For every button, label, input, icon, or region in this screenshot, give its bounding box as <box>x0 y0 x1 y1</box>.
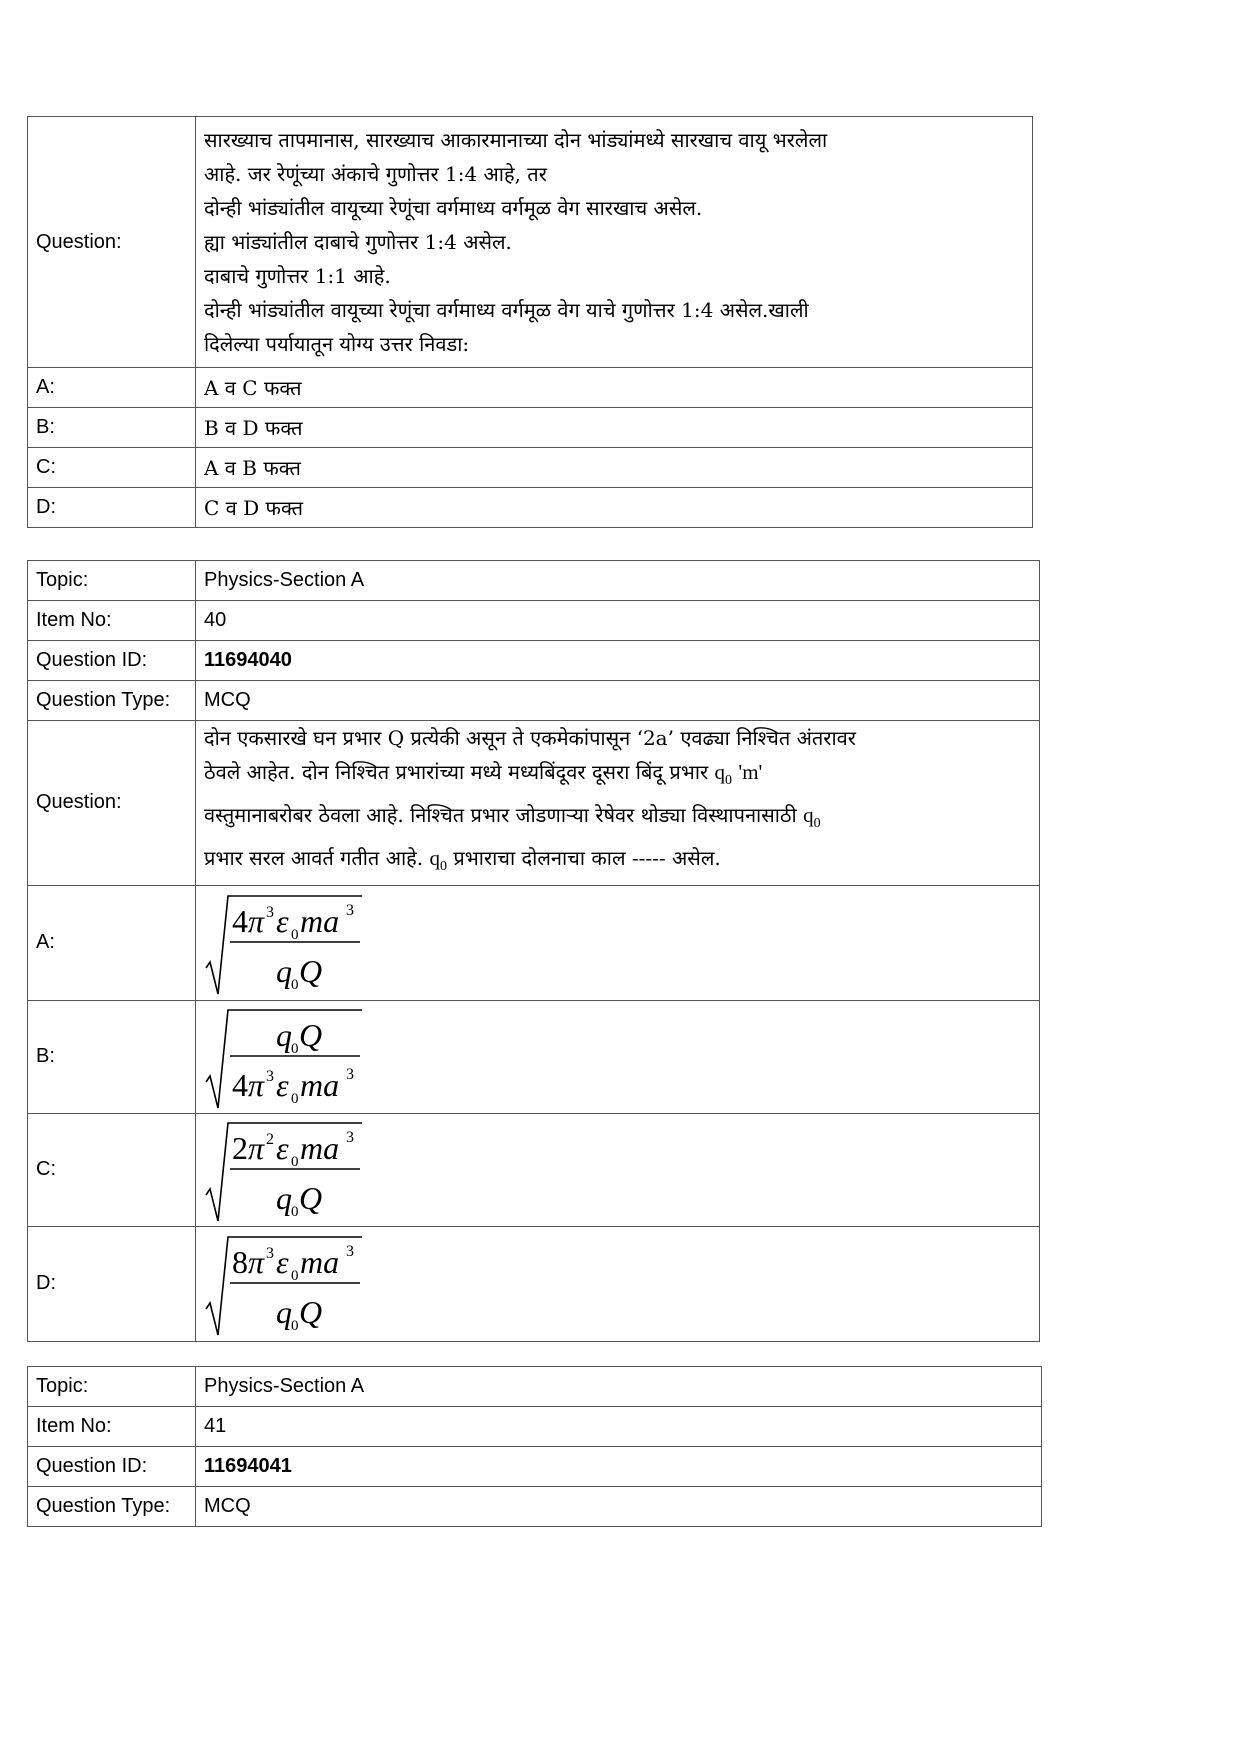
q-subscript: 0 <box>291 1040 299 1057</box>
question-type-row <box>28 1487 1042 1527</box>
option-text: A व B फक्त <box>196 448 1033 488</box>
q0-sub: 0 <box>813 816 821 832</box>
question-row <box>28 117 1033 368</box>
q-symbol: q <box>276 1179 292 1216</box>
item-no-row <box>28 1407 1042 1447</box>
Q-symbol: Q <box>299 1293 323 1330</box>
question-line: दोन्ही भांड्यांतील वायूच्या रेणूंचा वर्गमाध्य वर्गमूळ वेग याचे गुणोत्तर 1:4 असेल.खाली <box>204 298 809 322</box>
question-line-text: वस्तुमानाबरोबर ठेवला आहे. निश्चित प्रभार जोडणाऱ्या रेषेवर थोड्या विस्थापनासाठी <box>204 803 797 828</box>
formula-b <box>204 1004 384 1110</box>
pi-exponent: 3 <box>266 903 274 921</box>
q0-symbol <box>429 846 447 875</box>
question-line-text: प्रभार सरल आवर्त गतीत आहे. <box>204 846 424 871</box>
q-symbol: q <box>276 1016 292 1053</box>
question-row <box>28 721 1040 886</box>
item-no-row <box>28 601 1040 641</box>
option-row-b <box>28 408 1033 448</box>
question-type-row <box>28 681 1040 721</box>
Q-symbol: Q <box>299 1179 323 1216</box>
q0-symbol <box>803 803 821 832</box>
topic-label: Topic: <box>28 561 196 601</box>
formula-c <box>204 1117 384 1223</box>
epsilon-symbol: ε <box>276 1066 289 1103</box>
coefficient: 2 <box>232 1129 248 1166</box>
topic-row <box>28 561 1040 601</box>
topic-value: Physics-Section A <box>196 561 1040 601</box>
ma-symbol: ma <box>300 1129 340 1166</box>
option-row-b <box>28 1000 1040 1113</box>
option-formula-cell <box>196 1000 1040 1113</box>
epsilon-subscript: 0 <box>291 1153 299 1170</box>
option-row-a <box>28 368 1033 408</box>
a-exponent: 3 <box>346 901 354 919</box>
pi-symbol: π <box>248 1243 265 1280</box>
topic-row <box>28 1367 1042 1407</box>
option-text: C व D फक्त <box>196 488 1033 528</box>
ma-symbol: ma <box>300 1066 340 1103</box>
formula-d <box>204 1231 384 1337</box>
question-type-label: Question Type: <box>28 681 196 721</box>
option-row-a <box>28 885 1040 1000</box>
q-subscript: 0 <box>291 1317 299 1334</box>
item-no-value: 40 <box>196 601 1040 641</box>
epsilon-symbol: ε <box>276 902 289 939</box>
question-type-value: MCQ <box>196 1487 1042 1527</box>
q-symbol: q <box>276 1293 292 1330</box>
coefficient: 4 <box>232 1066 248 1103</box>
option-formula-cell <box>196 1226 1040 1341</box>
option-row-c <box>28 1113 1040 1226</box>
option-label: A: <box>28 368 196 408</box>
a-exponent: 3 <box>346 1128 354 1146</box>
question-table-3 <box>27 1366 1042 1527</box>
option-label: D: <box>28 1226 196 1341</box>
question-line: दोन एकसारखे घन प्रभार Q प्रत्येकी असून ते एकमेकांपासून ‘2a’ एवढ्या निश्चित अंतरावर <box>204 726 856 750</box>
mass-symbol: 'm' <box>738 760 763 784</box>
q0-base: q <box>714 760 726 784</box>
q-subscript: 0 <box>291 1203 299 1220</box>
question-text <box>196 117 1033 368</box>
pi-exponent: 3 <box>266 1067 274 1085</box>
option-label: C: <box>28 1113 196 1226</box>
epsilon-subscript: 0 <box>291 926 299 943</box>
pi-exponent: 2 <box>266 1130 274 1148</box>
q0-sub: 0 <box>439 859 447 875</box>
question-line-text: प्रभाराचा दोलनाचा काल ----- असेल. <box>453 846 721 871</box>
item-no-label: Item No: <box>28 601 196 641</box>
question-table-1 <box>27 116 1033 528</box>
pi-symbol: π <box>248 1129 265 1166</box>
a-exponent: 3 <box>346 1242 354 1260</box>
q-symbol: q <box>276 952 292 989</box>
option-label: B: <box>28 408 196 448</box>
question-line: दिलेल्या पर्यायातून योग्य उत्तर निवडा: <box>204 332 470 356</box>
Q-symbol: Q <box>299 1016 323 1053</box>
pi-symbol: π <box>248 902 265 939</box>
option-row-d <box>28 488 1033 528</box>
option-label: B: <box>28 1000 196 1113</box>
q-subscript: 0 <box>291 976 299 993</box>
question-line: दोन्ही भांड्यांतील वायूच्या रेणूंचा वर्गमाध्य वर्गमूळ वेग सारखाच असेल. <box>204 196 703 220</box>
ma-symbol: ma <box>300 902 340 939</box>
question-line: आहे. जर रेणूंच्या अंकाचे गुणोत्तर 1:4 आहे, तर <box>204 162 547 186</box>
item-no-label: Item No: <box>28 1407 196 1447</box>
a-exponent: 3 <box>346 1065 354 1083</box>
question-id-value: 11694040 <box>196 641 1040 681</box>
pi-symbol: π <box>248 1066 265 1103</box>
pi-exponent: 3 <box>266 1244 274 1262</box>
coefficient: 8 <box>232 1243 248 1280</box>
option-text: A व C फक्त <box>196 368 1033 408</box>
question-id-row <box>28 1447 1042 1487</box>
question-line: दाबाचे गुणोत्तर 1:1 आहे. <box>204 264 391 288</box>
ma-symbol: ma <box>300 1243 340 1280</box>
question-line-text: ठेवले आहेत. दोन निश्चित प्रभारांच्या मध्ये मध्यबिंदूवर दूसरा बिंदू प्रभार <box>204 760 709 784</box>
q0-base: q <box>429 846 440 871</box>
question-id-label: Question ID: <box>28 641 196 681</box>
question-id-row <box>28 641 1040 681</box>
question-line: ह्या भांड्यांतील दाबाचे गुणोत्तर 1:4 असेल. <box>204 230 512 254</box>
option-formula-cell <box>196 1113 1040 1226</box>
question-table-2 <box>27 560 1040 1342</box>
epsilon-symbol: ε <box>276 1243 289 1280</box>
question-type-label: Question Type: <box>28 1487 196 1527</box>
question-text <box>196 721 1040 886</box>
question-type-value: MCQ <box>196 681 1040 721</box>
option-formula-cell <box>196 885 1040 1000</box>
epsilon-subscript: 0 <box>291 1090 299 1107</box>
question-line <box>204 841 1031 884</box>
option-row-d <box>28 1226 1040 1341</box>
coefficient: 4 <box>232 902 248 939</box>
question-id-value: 11694041 <box>196 1447 1042 1487</box>
question-line: सारख्याच तापमानास, सारख्याच आकारमानाच्या दोन भांड्यांमध्ये सारखाच वायू भरलेला <box>204 128 828 152</box>
epsilon-subscript: 0 <box>291 1267 299 1284</box>
topic-value: Physics-Section A <box>196 1367 1042 1407</box>
formula-a <box>204 890 384 996</box>
Q-symbol: Q <box>299 952 323 989</box>
option-label: D: <box>28 488 196 528</box>
q0-base: q <box>803 803 814 828</box>
option-label: C: <box>28 448 196 488</box>
q0-sub: 0 <box>725 773 733 789</box>
option-label: A: <box>28 885 196 1000</box>
option-row-c <box>28 448 1033 488</box>
question-line <box>204 798 1031 841</box>
question-line <box>204 755 1031 798</box>
item-no-value: 41 <box>196 1407 1042 1447</box>
question-id-label: Question ID: <box>28 1447 196 1487</box>
epsilon-symbol: ε <box>276 1129 289 1166</box>
question-label: Question: <box>28 117 196 368</box>
question-label: Question: <box>28 721 196 886</box>
topic-label: Topic: <box>28 1367 196 1407</box>
option-text: B व D फक्त <box>196 408 1033 448</box>
q0-symbol <box>714 760 733 789</box>
